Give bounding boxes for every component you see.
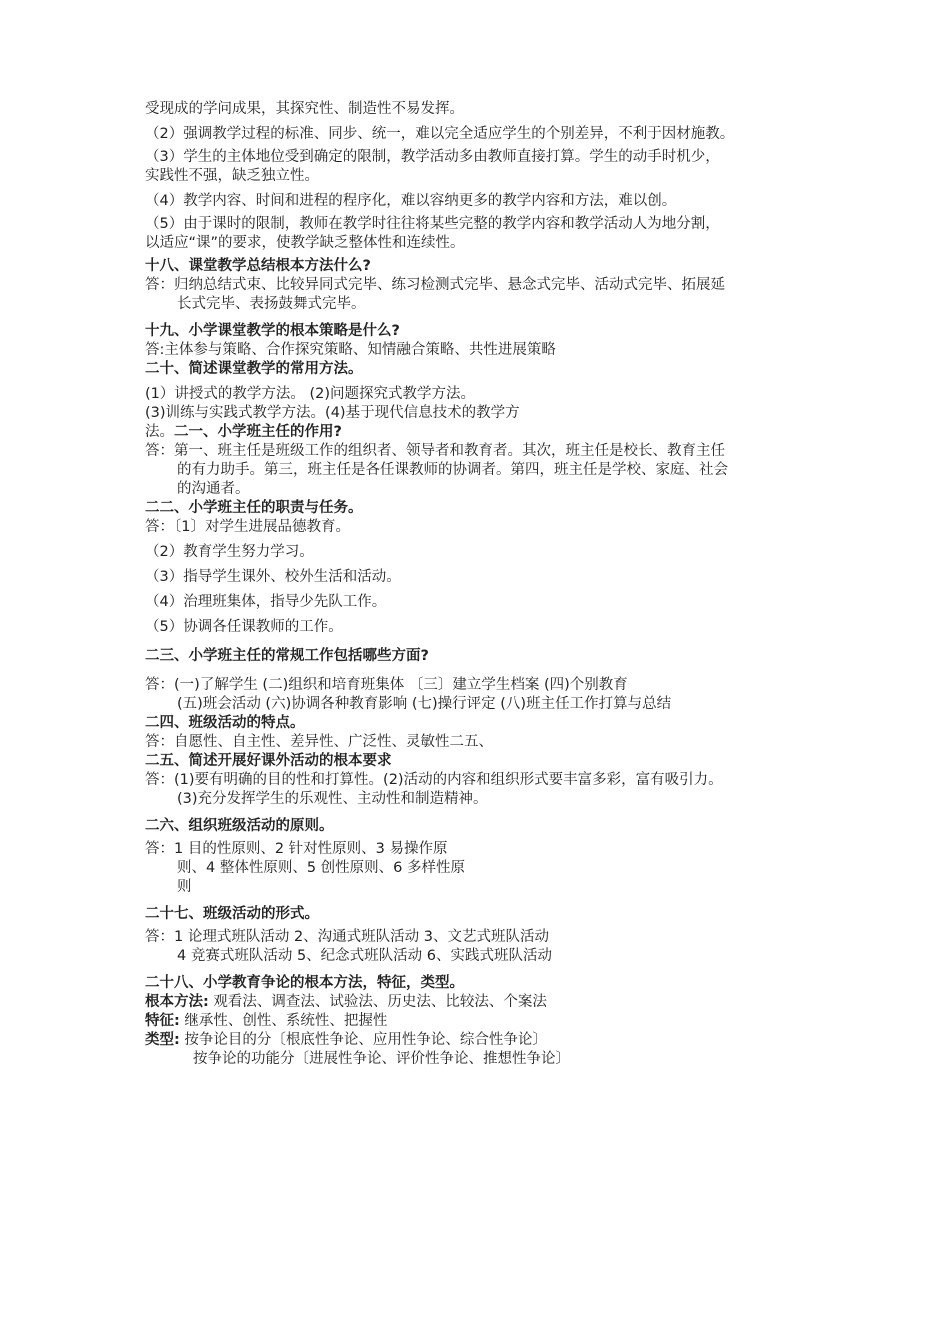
types-label: 类型: xyxy=(145,1032,180,1048)
text-line: 答：(一)了解学生 (二)组织和培育班集体 〔三〕建立学生档案 (四)个别教育 xyxy=(145,677,628,693)
types-value: 按争论目的分〔根底性争论、应用性争论、综合性争论〕 xyxy=(184,1032,547,1048)
features-label: 特征: xyxy=(145,1013,180,1029)
text-line: 答：1 论理式班队活动 2、沟通式班队活动 3、文艺式班队活动 xyxy=(145,929,550,945)
text-line: 实践性不强，缺乏独立性。 xyxy=(145,168,319,184)
text-line: (五)班会活动 (六)协调各种教育影响 (七)操行评定 (八)班主任工作打算与总结 xyxy=(177,696,672,712)
section-heading: 二十八、小学教育争论的根本方法，特征，类型。 xyxy=(145,975,464,991)
text-line: 答：(1)要有明确的目的性和打算性。(2)活动的内容和组织形式要丰富多彩，富有吸引力。 xyxy=(145,772,723,788)
section-heading: 十九、小学课堂教学的根本策略是什么? xyxy=(145,323,400,339)
text-line: （3）学生的主体地位受到确定的限制，教学活动多由教师直接打算。学生的动手时机少， xyxy=(145,149,720,165)
list-item: （3）指导学生课外、校外生活和活动。 xyxy=(145,569,401,585)
section-heading: 二四、班级活动的特点。 xyxy=(145,715,305,731)
text-line: （2）强调教学过程的标准、同步、统一，难以完全适应学生的个别差异，不利于因材施教。 xyxy=(145,126,735,142)
text-line: (3)充分发挥学生的乐观性、主动性和制造精神。 xyxy=(177,791,488,807)
text-line: 的沟通者。 xyxy=(177,481,250,497)
text-line: (1）讲授式的教学方法。 (2)问题探究式教学方法。 xyxy=(145,386,476,402)
section-heading: 二十七、班级活动的形式。 xyxy=(145,906,319,922)
text-line: 长式完毕、表扬鼓舞式完毕。 xyxy=(177,296,366,312)
text-line: 答：自愿性、自主性、差异性、广泛性、灵敏性二五、 xyxy=(145,734,493,750)
text-line: 答：归纳总结式束、比较异同式完毕、练习检测式完毕、悬念式完毕、活动式完毕、拓展延 xyxy=(145,277,725,293)
document-page xyxy=(145,100,835,1069)
section-heading: 二一、小学班主任的作用? xyxy=(174,424,342,440)
text-line: （4）教学内容、时间和进程的程序化，难以容纳更多的教学内容和方法，难以创。 xyxy=(145,193,677,209)
text-fragment: 法。 xyxy=(145,424,174,440)
list-item: （5）协调各任课教师的工作。 xyxy=(145,619,343,635)
text-line xyxy=(145,423,835,442)
text-line: 的有力助手。第三，班主任是各任课教师的协调者。第四，班主任是学校、家庭、社会 xyxy=(177,462,728,478)
text-line: 以适应“课”的要求，使教学缺乏整体性和连续性。 xyxy=(145,235,465,251)
text-line xyxy=(145,993,835,1012)
section-heading: 二十、简述课堂教学的常用方法。 xyxy=(145,361,363,377)
section-heading: 二六、组织班级活动的原则。 xyxy=(145,818,334,834)
section-heading: 二二、小学班主任的职责与任务。 xyxy=(145,500,363,516)
text-line: 按争论的功能分〔进展性争论、评价性争论、推想性争论〕 xyxy=(193,1051,570,1067)
section-heading: 十八、课堂教学总结根本方法什么? xyxy=(145,258,371,274)
text-line xyxy=(145,1031,835,1050)
features-value: 继承性、创性、系统性、把握性 xyxy=(184,1013,388,1029)
methods-value: 观看法、调查法、试验法、历史法、比较法、个案法 xyxy=(213,994,547,1010)
section-heading: 二五、简述开展好课外活动的根本要求 xyxy=(145,753,392,769)
section-heading: 二三、小学班主任的常规工作包括哪些方面? xyxy=(145,648,429,664)
list-item: （4）治理班集体，指导少先队工作。 xyxy=(145,594,387,610)
text-line: 受现成的学问成果，其探究性、制造性不易发挥。 xyxy=(145,101,464,117)
text-line: 则 xyxy=(177,879,192,895)
text-line: 答:主体参与策略、合作探究策略、知情融合策略、共性进展策略 xyxy=(145,342,556,358)
list-item: （2）教育学生努力学习。 xyxy=(145,544,314,560)
text-line: 答：〔1〕对学生进展品德教育。 xyxy=(145,519,350,535)
text-line: 答：1 目的性原则、2 针对性原则、3 易操作原 xyxy=(145,841,448,857)
text-line: （5）由于课时的限制，教师在教学时往往将某些完整的教学内容和教学活动人为地分割， xyxy=(145,216,720,232)
text-line: 则、4 整体性原则、5 创性原则、6 多样性原 xyxy=(177,860,466,876)
text-line: 答：第一、班主任是班级工作的组织者、领导者和教育者。其次，班主任是校长、教育主任 xyxy=(145,443,725,459)
methods-label: 根本方法: xyxy=(145,994,209,1010)
text-line xyxy=(145,1012,835,1031)
text-line: (3)训练与实践式教学方法。(4)基于现代信息技术的教学方 xyxy=(145,405,520,421)
text-line: 4 竞赛式班队活动 5、纪念式班队活动 6、实践式班队活动 xyxy=(177,948,553,964)
